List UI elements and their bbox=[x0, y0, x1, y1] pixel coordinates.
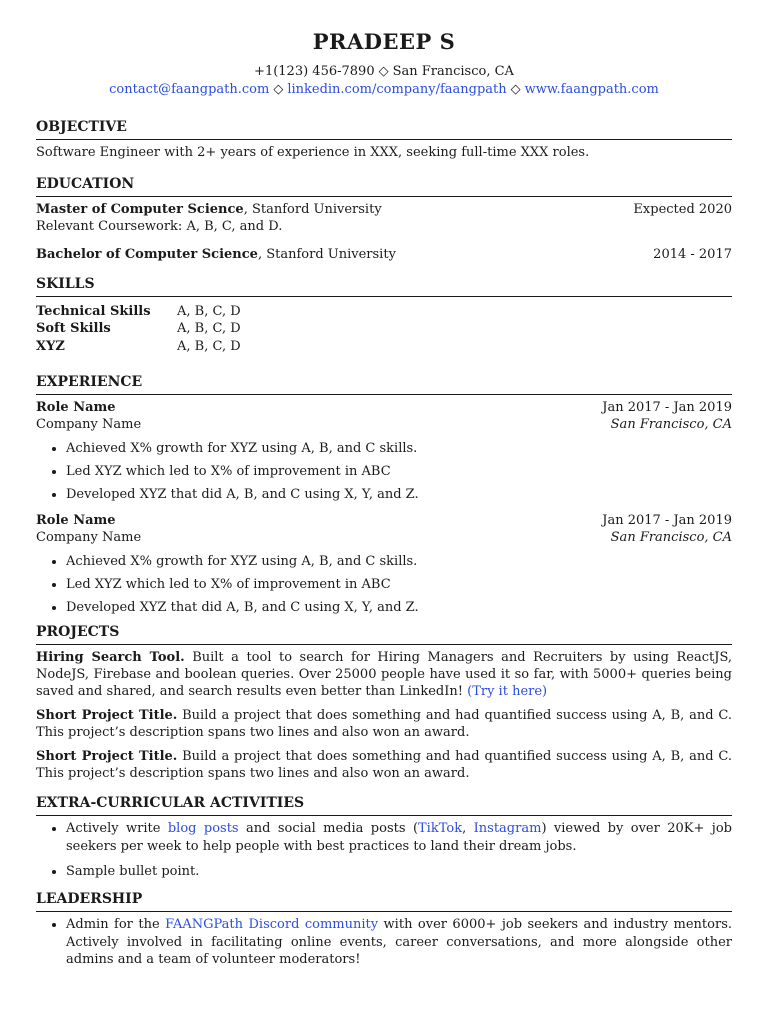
project-description: Built a tool to search for Hiring Managers and Recruiters by using ReactJS, NodeJS, Firebase and boolean queries. Over 25000 people have used it so far, with 5000+ queries being saved and shared, and search results even better than LinkedIn! bbox=[36, 649, 733, 700]
project-title: Short Project Title. bbox=[36, 748, 178, 764]
list-item: • Achieved X% growth for XYZ using A, B, and C skills. bbox=[66, 440, 732, 457]
role-dates: Jan 2017 - Jan 2019 bbox=[602, 512, 732, 528]
role-dates: Jan 2017 - Jan 2019 bbox=[602, 399, 732, 415]
section-title-projects: PROJECTS bbox=[36, 623, 732, 645]
list-item: • Led XYZ which led to X% of improvement in ABC bbox=[66, 463, 732, 480]
extracurricular-bullets bbox=[36, 820, 732, 880]
project-description: Build a project that does something and had quantified success using A, B, and C. This project’s description spans two lines and also won an award. bbox=[36, 707, 732, 741]
separator-diamond-icon: ◇ bbox=[510, 81, 521, 97]
project-title: Hiring Search Tool. bbox=[36, 649, 185, 665]
experience-bullets bbox=[36, 553, 732, 617]
links-line bbox=[36, 81, 732, 98]
phone: +1(123) 456-7890 bbox=[254, 64, 375, 80]
list-item: • Achieved X% growth for XYZ using A, B, and C skills. bbox=[66, 553, 732, 570]
experience-bullets bbox=[36, 440, 732, 504]
project-description: Build a project that does something and had quantified success using A, B, and C. This project’s description spans two lines and also won an award. bbox=[36, 748, 732, 781]
separator-diamond-icon: ◇ bbox=[273, 81, 284, 97]
skill-label: Soft Skills bbox=[36, 321, 111, 337]
resume-header bbox=[36, 30, 732, 98]
discord-community-link[interactable]: FAANGPath Discord community bbox=[165, 917, 379, 933]
skill-value: A, B, C, D bbox=[177, 303, 241, 319]
skill-label: XYZ bbox=[36, 338, 65, 354]
list-item: • Led XYZ which led to X% of improvement in ABC bbox=[66, 576, 732, 593]
section-title-leadership: LEADERSHIP bbox=[36, 890, 732, 912]
education-entry bbox=[36, 246, 732, 263]
list-item: • Admin for the FAANGPath Discord community with over 6000+ job seekers and industry mentors. Actively involved in facilitating online events, career conversations, and more alongside other admins and a team of volunteer moderators! bbox=[66, 916, 732, 968]
company-name: Company Name bbox=[36, 417, 142, 433]
try-it-link[interactable]: (Try it here) bbox=[467, 684, 548, 700]
education-entry bbox=[36, 201, 732, 236]
project-entry bbox=[36, 707, 732, 742]
separator-diamond-icon: ◇ bbox=[378, 64, 389, 80]
list-item: • Sample bullet point. bbox=[66, 863, 732, 880]
candidate-name: PRADEEP S bbox=[312, 29, 456, 54]
skill-label: Technical Skills bbox=[36, 303, 151, 319]
coursework: Relevant Coursework: A, B, C, and D. bbox=[36, 219, 283, 235]
objective-section bbox=[36, 118, 732, 161]
tiktok-link[interactable]: TikTok bbox=[418, 821, 463, 837]
section-title-experience: EXPERIENCE bbox=[36, 373, 732, 395]
contact-line bbox=[36, 63, 732, 80]
role-name: Role Name bbox=[36, 399, 116, 415]
education-dates: Expected 2020 bbox=[633, 201, 732, 217]
section-title-skills: SKILLS bbox=[36, 275, 732, 297]
school: , Stanford University bbox=[257, 246, 396, 262]
section-title-education: EDUCATION bbox=[36, 175, 732, 197]
education-dates: 2014 - 2017 bbox=[653, 246, 732, 262]
list-item: • Developed XYZ that did A, B, and C using X, Y, and Z. bbox=[66, 486, 732, 503]
skill-value: A, B, C, D bbox=[177, 321, 241, 337]
list-item: • Actively write blog posts and social media posts (TikTok, Instagram) viewed by over 20K+ job seekers per week to help people with best practices to land their dream jobs. bbox=[66, 820, 732, 855]
list-item: • Developed XYZ that did A, B, and C using X, Y, and Z. bbox=[66, 599, 732, 616]
instagram-link[interactable]: Instagram bbox=[473, 821, 542, 837]
degree: Bachelor of Computer Science bbox=[36, 246, 258, 262]
company-location: San Francisco, CA bbox=[610, 530, 732, 546]
project-title: Short Project Title. bbox=[36, 707, 178, 723]
extracurricular-section bbox=[36, 794, 732, 880]
experience-entry bbox=[36, 512, 732, 617]
role-name: Role Name bbox=[36, 512, 116, 528]
section-title-objective: OBJECTIVE bbox=[36, 118, 732, 140]
company-location: San Francisco, CA bbox=[610, 417, 732, 433]
degree: Master of Computer Science bbox=[36, 201, 244, 217]
project-entry bbox=[36, 649, 732, 701]
section-title-extracurricular: EXTRA-CURRICULAR ACTIVITIES bbox=[36, 794, 732, 816]
leadership-bullets bbox=[36, 916, 732, 968]
resume-page bbox=[36, 0, 732, 968]
location: San Francisco, CA bbox=[392, 64, 514, 80]
blog-posts-link[interactable]: blog posts bbox=[167, 821, 239, 837]
projects-section bbox=[36, 623, 732, 783]
company-name: Company Name bbox=[36, 530, 142, 546]
project-entry bbox=[36, 748, 732, 783]
website-link[interactable]: www.faangpath.com bbox=[524, 81, 659, 97]
experience-entry bbox=[36, 399, 732, 504]
education-section bbox=[36, 175, 732, 263]
objective-text: Software Engineer with 2+ years of experience in XXX, seeking full-time XXX roles. bbox=[36, 144, 590, 160]
linkedin-link[interactable]: linkedin.com/company/faangpath bbox=[287, 81, 507, 97]
skill-value: A, B, C, D bbox=[177, 338, 241, 354]
experience-section bbox=[36, 373, 732, 617]
email-link[interactable]: contact@faangpath.com bbox=[109, 81, 270, 97]
skills-section bbox=[36, 275, 732, 355]
leadership-section bbox=[36, 890, 732, 968]
skills-table bbox=[36, 303, 732, 355]
school: , Stanford University bbox=[243, 201, 382, 217]
